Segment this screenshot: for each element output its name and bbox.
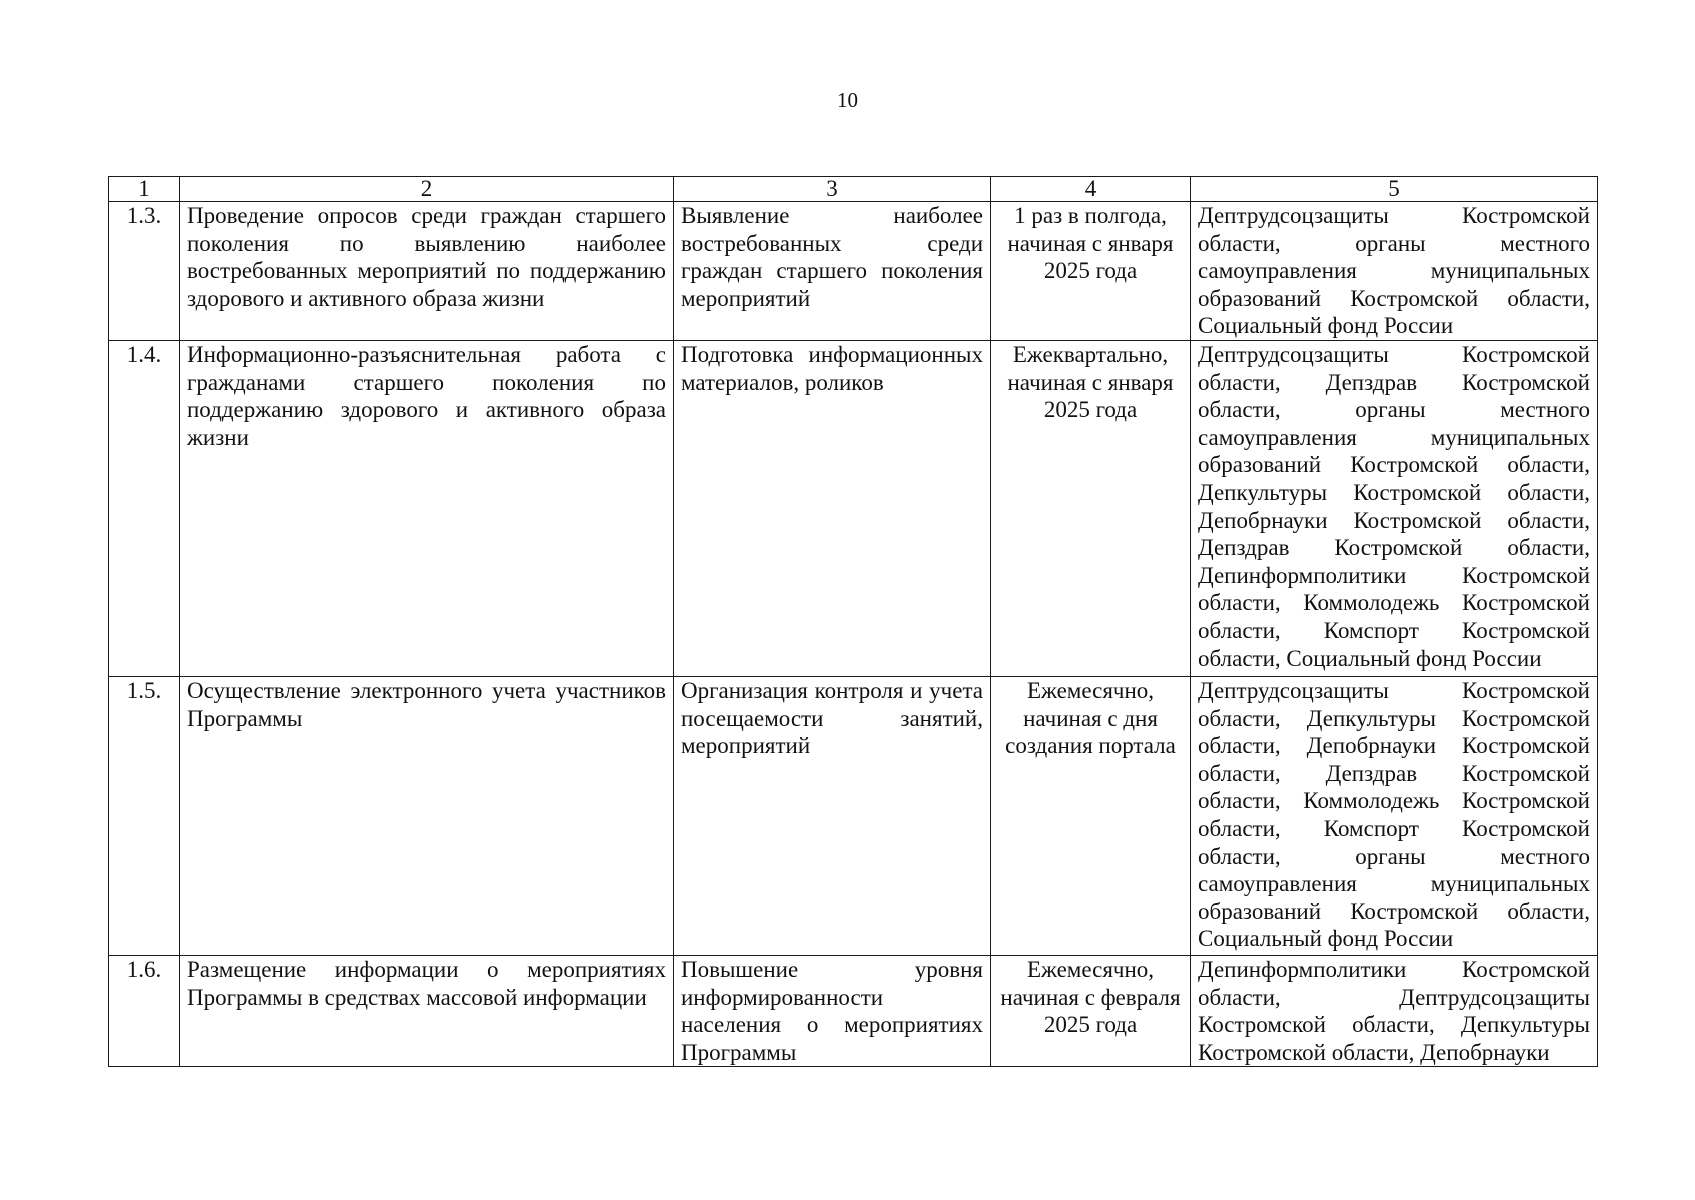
- table-header-row: [109, 177, 1598, 202]
- term-cell: Ежемесячно, начиная с дня создания портала: [991, 677, 1191, 956]
- term-cell: Ежеквартально, начиная с января 2025 года: [991, 341, 1191, 677]
- expected-result-cell: Подготовка информационных материалов, роликов: [674, 341, 991, 677]
- table-row: [109, 341, 1598, 677]
- term-cell: 1 раз в полгода, начиная с января 2025 года: [991, 202, 1191, 341]
- header-cell-1: 1: [109, 177, 180, 202]
- table-row: [109, 677, 1598, 956]
- page-number: 10: [837, 88, 858, 112]
- measures-table: [108, 176, 1598, 1067]
- expected-result-cell: Выявление наиболее востребованных среди граждан старшего поколения мероприятий: [674, 202, 991, 341]
- header-cell-2: 2: [180, 177, 674, 202]
- expected-result-cell: Организация контроля и учета посещаемости занятий, мероприятий: [674, 677, 991, 956]
- executors-cell: Дептрудсоцзащиты Костромской области, органы местного самоуправления муниципальных образований Костромской области, Социальный фонд России: [1191, 202, 1598, 341]
- measure-name-cell: Осуществление электронного учета участников Программы: [180, 677, 674, 956]
- executors-cell: Дептрудсоцзащиты Костромской области, Депкультуры Костромской области, Депобрнауки Костромской области, Депздрав Костромской области, Коммолодежь Костромской области, Комспорт Костромской области, органы местного самоуправления муниципальных образований Костромской области, Социальный фонд России: [1191, 677, 1598, 956]
- row-number-cell: 1.6.: [109, 956, 180, 1067]
- row-number-cell: 1.4.: [109, 341, 180, 677]
- table-row: [109, 202, 1598, 341]
- measure-name-cell: Размещение информации о мероприятиях Программы в средствах массовой информации: [180, 956, 674, 1067]
- expected-result-cell: Повышение уровня информированности населения о мероприятиях Программы: [674, 956, 991, 1067]
- row-number-cell: 1.5.: [109, 677, 180, 956]
- term-cell: Ежемесячно, начиная с февраля 2025 года: [991, 956, 1191, 1067]
- header-cell-5: 5: [1191, 177, 1598, 202]
- measure-name-cell: Проведение опросов среди граждан старшего поколения по выявлению наиболее востребованных мероприятий по поддержанию здорового и активного образа жизни: [180, 202, 674, 341]
- measure-name-cell: Информационно-разъяснительная работа с гражданами старшего поколения по поддержанию здорового и активного образа жизни: [180, 341, 674, 677]
- header-cell-4: 4: [991, 177, 1191, 202]
- table-row: [109, 956, 1598, 1067]
- header-cell-3: 3: [674, 177, 991, 202]
- executors-cell: Дептрудсоцзащиты Костромской области, Депздрав Костромской области, органы местного самоуправления муниципальных образований Костромской области, Депкультуры Костромской области, Депобрнауки Костромской области, Депздрав Костромской области, Депинформполитики Костромской области, Коммолодежь Костромской области, Комспорт Костромской области, Социальный фонд России: [1191, 341, 1598, 677]
- executors-cell: Депинформполитики Костромской области, Дептрудсоцзащиты Костромской области, Депкультуры Костромской области, Депобрнауки: [1191, 956, 1598, 1067]
- row-number-cell: 1.3.: [109, 202, 180, 341]
